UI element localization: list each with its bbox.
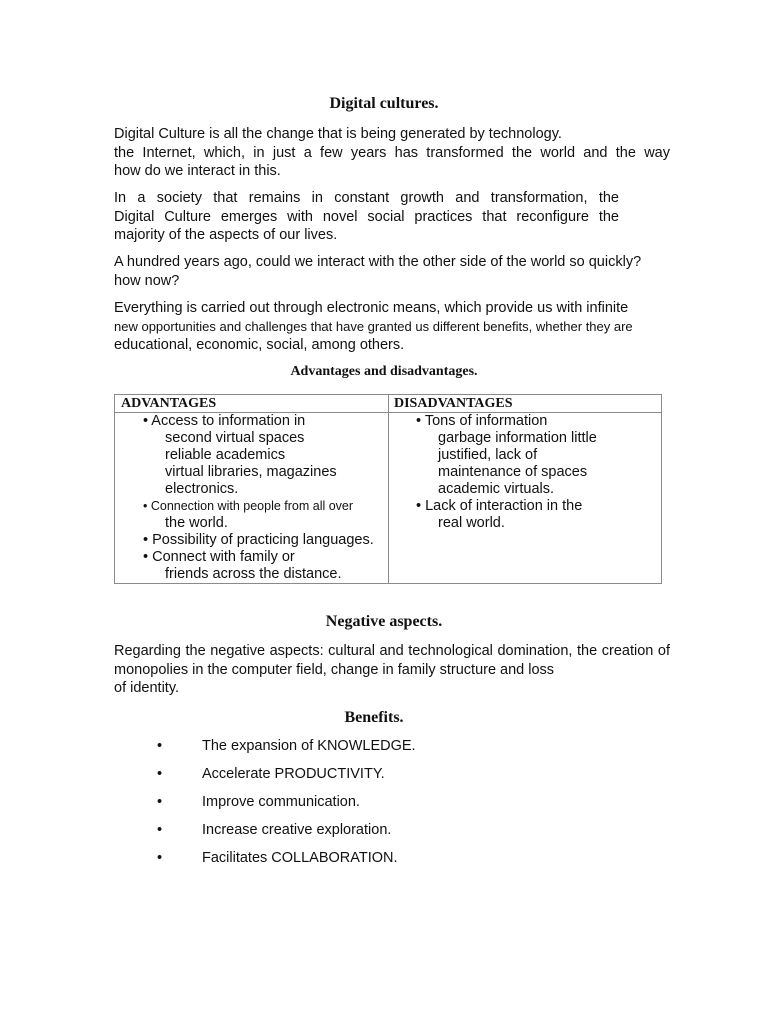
disadvantages-column <box>388 395 661 583</box>
text-line: how do we interact in this. <box>114 163 281 179</box>
table-item-text: second virtual spaces <box>165 430 305 446</box>
table-item-text: garbage information little <box>438 430 597 446</box>
intro-paragraph-3 <box>114 253 670 290</box>
bullet-icon: • <box>157 738 163 754</box>
table-item-text: • Connect with family or <box>143 549 295 565</box>
text-line: Regarding the negative aspects: cultural and technological domination, the creation of <box>114 643 670 659</box>
table-item <box>115 413 388 498</box>
text-line: majority of the aspects of our lives. <box>114 227 338 243</box>
benefits-title: Benefits. <box>344 709 404 726</box>
negative-aspects-paragraph <box>114 642 670 698</box>
table-item-text: friends across the distance. <box>165 566 342 582</box>
benefit-text: Facilitates COLLABORATION. <box>202 850 398 866</box>
table-item-text: real world. <box>438 515 505 531</box>
table-item-text: virtual libraries, magazines <box>165 464 337 480</box>
advantages-column <box>115 395 389 583</box>
intro-paragraph-1 <box>114 125 670 181</box>
table-item-text: the world. <box>165 515 228 531</box>
benefit-item <box>0 766 768 786</box>
bullet-icon: • <box>157 850 163 866</box>
intro-paragraph-4 <box>114 299 670 355</box>
table-item <box>115 549 388 583</box>
table-item-text: • Possibility of practicing languages. <box>143 532 374 548</box>
advantages-list <box>115 413 388 583</box>
table-item <box>115 498 388 532</box>
table-item <box>388 413 661 498</box>
advantages-table <box>114 394 662 584</box>
benefit-item <box>0 738 768 758</box>
advantages-header: ADVANTAGES <box>115 395 388 413</box>
benefit-text: The expansion of KNOWLEDGE. <box>202 738 416 754</box>
text-line: Digital Culture emerges with novel social practices that reconfigure the <box>114 208 619 225</box>
table-item-text: justified, lack of <box>438 447 538 463</box>
benefit-text: Accelerate PRODUCTIVITY. <box>202 766 385 782</box>
bullet-icon: • <box>157 766 163 782</box>
table-item-text: • Tons of information <box>416 413 548 429</box>
table-item-text: reliable academics <box>165 447 286 463</box>
text-line: Everything is carried out through electronic means, which provide us with infinite <box>114 300 629 316</box>
intro-paragraph-2 <box>114 189 619 245</box>
disadvantages-header: DISADVANTAGES <box>388 395 661 413</box>
table-item <box>115 532 388 549</box>
negative-aspects-title: Negative aspects. <box>325 613 443 630</box>
text-line: the Internet, which, in just a few years has transformed the world and the way <box>114 144 670 161</box>
text-line: In a society that remains in constant growth and transformation, the <box>114 190 619 206</box>
benefit-item <box>0 850 768 870</box>
text-line: of identity. <box>114 680 180 696</box>
text-line: A hundred years ago, could we interact with the other side of the world so quickly? <box>114 254 642 270</box>
table-item-text: academic virtuals. <box>438 481 555 497</box>
table-item <box>388 498 661 532</box>
table-title: Advantages and disadvantages. <box>290 364 478 379</box>
text-line: monopolies in the computer field, change in family structure and loss <box>114 661 555 678</box>
text-line: new opportunities and challenges that have granted us different benefits, whether they are <box>114 318 633 334</box>
benefit-item <box>0 794 768 814</box>
bullet-icon: • <box>157 822 163 838</box>
table-item-text: • Lack of interaction in the <box>416 498 583 514</box>
table-item-text: • Connection with people from all over <box>143 499 354 513</box>
benefit-text: Improve communication. <box>202 794 360 810</box>
text-line: how now? <box>114 272 180 289</box>
text-line: educational, economic, social, among others. <box>114 337 405 353</box>
benefit-text: Increase creative exploration. <box>202 822 392 838</box>
bullet-icon: • <box>157 794 163 810</box>
table-item-text: • Access to information in <box>143 413 306 429</box>
disadvantages-list <box>388 413 661 532</box>
page-title: Digital cultures. <box>329 95 439 112</box>
text-line: Digital Culture is all the change that is being generated by technology. <box>114 126 562 142</box>
benefit-item <box>0 822 768 842</box>
table-item-text: maintenance of spaces <box>438 464 588 480</box>
table-item-text: electronics. <box>165 481 239 497</box>
